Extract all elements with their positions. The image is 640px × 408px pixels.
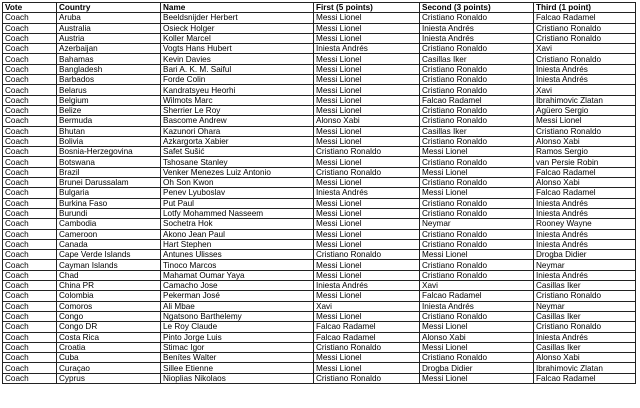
spreadsheet <box>2 2 636 384</box>
cell-second[interactable]: Cristiano Ronaldo <box>420 260 534 270</box>
table-row <box>3 167 636 177</box>
cell-first[interactable]: Messi Lionel <box>314 64 420 74</box>
cell-name[interactable]: Venker Menezes Luiz Antonio <box>161 167 314 177</box>
cell-vote[interactable]: Coach <box>3 332 57 342</box>
cell-third[interactable]: Falcao Radamel <box>534 13 636 23</box>
cell-first[interactable]: Falcao Radamel <box>314 322 420 332</box>
cell-country[interactable]: Azerbaijan <box>57 44 161 54</box>
cell-first[interactable]: Messi Lionel <box>314 23 420 33</box>
cell-second[interactable]: Cristiano Ronaldo <box>420 105 534 115</box>
cell-first[interactable]: Cristiano Ronaldo <box>314 167 420 177</box>
table-row <box>3 95 636 105</box>
cell-first[interactable]: Messi Lionel <box>314 270 420 280</box>
cell-second[interactable]: Cristiano Ronaldo <box>420 198 534 208</box>
cell-vote[interactable]: Coach <box>3 178 57 188</box>
cell-second[interactable]: Iniesta Andrés <box>420 33 534 43</box>
cell-third[interactable]: Alonso Xabi <box>534 353 636 363</box>
cell-name[interactable]: Mahamat Oumar Yaya <box>161 270 314 280</box>
cell-country[interactable]: Cameroon <box>57 229 161 239</box>
cell-vote[interactable]: Coach <box>3 157 57 167</box>
cell-second[interactable]: Cristiano Ronaldo <box>420 44 534 54</box>
cell-country[interactable]: Cambodia <box>57 219 161 229</box>
cell-name[interactable]: Antunes Ulisses <box>161 250 314 260</box>
cell-name[interactable]: Lotfy Mohammed Nasseem <box>161 208 314 218</box>
cell-name[interactable]: Stimac Igor <box>161 342 314 352</box>
cell-name[interactable]: Ngatsono Barthelemy <box>161 311 314 321</box>
cell-second[interactable]: Neymar <box>420 219 534 229</box>
cell-second[interactable]: Xavi <box>420 281 534 291</box>
header-vote[interactable]: Vote <box>3 3 57 13</box>
cell-third[interactable]: Iniesta Andrés <box>534 75 636 85</box>
cell-name[interactable]: Osieck Holger <box>161 23 314 33</box>
cell-vote[interactable]: Coach <box>3 208 57 218</box>
cell-second[interactable]: Cristiano Ronaldo <box>420 208 534 218</box>
cell-country[interactable]: Chad <box>57 270 161 280</box>
cell-vote[interactable]: Coach <box>3 95 57 105</box>
table-row <box>3 85 636 95</box>
cell-country[interactable]: Cuba <box>57 353 161 363</box>
cell-name[interactable]: Safet Sušić <box>161 147 314 157</box>
cell-first[interactable]: Cristiano Ronaldo <box>314 342 420 352</box>
cell-vote[interactable]: Coach <box>3 322 57 332</box>
table-row <box>3 188 636 198</box>
cell-country[interactable]: Cayman Islands <box>57 260 161 270</box>
cell-name[interactable]: Kevin Davies <box>161 54 314 64</box>
table-row <box>3 157 636 167</box>
cell-second[interactable]: Messi Lionel <box>420 322 534 332</box>
cell-third[interactable]: Alonso Xabi <box>534 136 636 146</box>
cell-name[interactable]: Akono Jean Paul <box>161 229 314 239</box>
cell-name[interactable]: Oh Son Kwon <box>161 178 314 188</box>
table-row <box>3 342 636 352</box>
table-row <box>3 291 636 301</box>
cell-second[interactable]: Cristiano Ronaldo <box>420 116 534 126</box>
cell-country[interactable]: Burundi <box>57 208 161 218</box>
header-first[interactable]: First (5 points) <box>314 3 420 13</box>
cell-first[interactable]: Falcao Radamel <box>314 332 420 342</box>
cell-first[interactable]: Messi Lionel <box>314 75 420 85</box>
cell-name[interactable]: Kandratsyeu Heorhi <box>161 85 314 95</box>
table-row <box>3 136 636 146</box>
cell-first[interactable]: Alonso Xabi <box>314 116 420 126</box>
cell-third[interactable]: Agüero Sergio <box>534 105 636 115</box>
cell-vote[interactable]: Coach <box>3 85 57 95</box>
cell-first[interactable]: Messi Lionel <box>314 178 420 188</box>
cell-second[interactable]: Cristiano Ronaldo <box>420 178 534 188</box>
cell-first[interactable]: Messi Lionel <box>314 363 420 373</box>
cell-first[interactable]: Cristiano Ronaldo <box>314 147 420 157</box>
cell-second[interactable]: Messi Lionel <box>420 342 534 352</box>
cell-second[interactable]: Casillas Iker <box>420 126 534 136</box>
cell-name[interactable]: Beeldsnijder Herbert <box>161 13 314 23</box>
header-third[interactable]: Third (1 point) <box>534 3 636 13</box>
cell-second[interactable]: Cristiano Ronaldo <box>420 13 534 23</box>
cell-first[interactable]: Messi Lionel <box>314 105 420 115</box>
cell-second[interactable]: Cristiano Ronaldo <box>420 85 534 95</box>
cell-vote[interactable]: Coach <box>3 311 57 321</box>
cell-third[interactable]: Iniesta Andrés <box>534 229 636 239</box>
cell-first[interactable]: Messi Lionel <box>314 353 420 363</box>
table-row <box>3 281 636 291</box>
cell-second[interactable]: Cristiano Ronaldo <box>420 229 534 239</box>
cell-vote[interactable]: Coach <box>3 136 57 146</box>
cell-name[interactable]: Vogts Hans Hubert <box>161 44 314 54</box>
cell-first[interactable]: Messi Lionel <box>314 95 420 105</box>
table-row <box>3 353 636 363</box>
cell-second[interactable]: Messi Lionel <box>420 373 534 383</box>
votes-table <box>2 2 636 384</box>
cell-second[interactable]: Messi Lionel <box>420 188 534 198</box>
cell-country[interactable]: Costa Rica <box>57 332 161 342</box>
cell-name[interactable]: Penev Lyuboslav <box>161 188 314 198</box>
cell-second[interactable]: Iniesta Andrés <box>420 301 534 311</box>
table-row <box>3 64 636 74</box>
cell-country[interactable]: Bhutan <box>57 126 161 136</box>
cell-vote[interactable]: Coach <box>3 281 57 291</box>
cell-third[interactable]: Cristiano Ronaldo <box>534 322 636 332</box>
cell-country[interactable]: Bermuda <box>57 116 161 126</box>
table-row <box>3 373 636 383</box>
cell-vote[interactable]: Coach <box>3 105 57 115</box>
cell-first[interactable]: Messi Lionel <box>314 198 420 208</box>
cell-vote[interactable]: Coach <box>3 373 57 383</box>
cell-name[interactable]: Pinto Jorge Luis <box>161 332 314 342</box>
cell-first[interactable]: Iniesta Andrés <box>314 281 420 291</box>
cell-country[interactable]: Austria <box>57 33 161 43</box>
table-row <box>3 13 636 23</box>
cell-country[interactable]: Bosnia-Herzegovina <box>57 147 161 157</box>
cell-country[interactable]: Bolivia <box>57 136 161 146</box>
table-row <box>3 44 636 54</box>
cell-country[interactable]: Aruba <box>57 13 161 23</box>
header-country[interactable]: Country <box>57 3 161 13</box>
cell-first[interactable]: Iniesta Andrés <box>314 44 420 54</box>
cell-third[interactable]: Neymar <box>534 301 636 311</box>
cell-second[interactable]: Cristiano Ronaldo <box>420 136 534 146</box>
cell-first[interactable]: Cristiano Ronaldo <box>314 373 420 383</box>
cell-third[interactable]: Falcao Radamel <box>534 373 636 383</box>
cell-country[interactable]: Congo <box>57 311 161 321</box>
cell-third[interactable]: Cristiano Ronaldo <box>534 126 636 136</box>
cell-country[interactable]: Belgium <box>57 95 161 105</box>
cell-first[interactable]: Messi Lionel <box>314 126 420 136</box>
cell-vote[interactable]: Coach <box>3 363 57 373</box>
cell-vote[interactable]: Coach <box>3 219 57 229</box>
cell-country[interactable]: Congo DR <box>57 322 161 332</box>
cell-third[interactable]: Casillas Iker <box>534 342 636 352</box>
table-row <box>3 147 636 157</box>
cell-third[interactable]: Iniesta Andrés <box>534 208 636 218</box>
cell-country[interactable]: Croatia <box>57 342 161 352</box>
cell-name[interactable]: Koller Marcel <box>161 33 314 43</box>
cell-country[interactable]: Australia <box>57 23 161 33</box>
cell-name[interactable]: Le Roy Claude <box>161 322 314 332</box>
cell-third[interactable]: Cristiano Ronaldo <box>534 54 636 64</box>
cell-second[interactable]: Cristiano Ronaldo <box>420 353 534 363</box>
table-row <box>3 322 636 332</box>
cell-first[interactable]: Messi Lionel <box>314 157 420 167</box>
cell-third[interactable]: Alonso Xabi <box>534 178 636 188</box>
cell-vote[interactable]: Coach <box>3 75 57 85</box>
cell-country[interactable]: Canada <box>57 239 161 249</box>
table-row <box>3 250 636 260</box>
cell-vote[interactable]: Coach <box>3 270 57 280</box>
cell-vote[interactable]: Coach <box>3 229 57 239</box>
table-row <box>3 270 636 280</box>
table-row <box>3 219 636 229</box>
cell-third[interactable]: Iniesta Andrés <box>534 270 636 280</box>
cell-first[interactable]: Messi Lionel <box>314 85 420 95</box>
cell-second[interactable]: Cristiano Ronaldo <box>420 270 534 280</box>
cell-name[interactable]: Sochetra Hok <box>161 219 314 229</box>
cell-second[interactable]: Alonso Xabi <box>420 332 534 342</box>
table-row <box>3 75 636 85</box>
cell-third[interactable]: Cristiano Ronaldo <box>534 291 636 301</box>
cell-third[interactable]: Iniesta Andrés <box>534 332 636 342</box>
cell-second[interactable]: Messi Lionel <box>420 167 534 177</box>
cell-country[interactable]: Cape Verde Islands <box>57 250 161 260</box>
cell-name[interactable]: Hart Stephen <box>161 239 314 249</box>
cell-vote[interactable]: Coach <box>3 147 57 157</box>
cell-vote[interactable]: Coach <box>3 239 57 249</box>
cell-third[interactable]: Cristiano Ronaldo <box>534 33 636 43</box>
cell-vote[interactable]: Coach <box>3 353 57 363</box>
cell-vote[interactable]: Coach <box>3 301 57 311</box>
cell-vote[interactable]: Coach <box>3 250 57 260</box>
cell-name[interactable]: Bascome Andrew <box>161 116 314 126</box>
cell-second[interactable]: Casillas Iker <box>420 54 534 64</box>
cell-vote[interactable]: Coach <box>3 342 57 352</box>
header-row <box>3 3 636 13</box>
cell-country[interactable]: Brazil <box>57 167 161 177</box>
cell-vote[interactable]: Coach <box>3 116 57 126</box>
cell-vote[interactable]: Coach <box>3 23 57 33</box>
table-row <box>3 116 636 126</box>
cell-name[interactable]: Azkargorta Xabier <box>161 136 314 146</box>
cell-first[interactable]: Iniesta Andrés <box>314 188 420 198</box>
cell-vote[interactable]: Coach <box>3 33 57 43</box>
cell-country[interactable]: Bangladesh <box>57 64 161 74</box>
cell-third[interactable]: Messi Lionel <box>534 116 636 126</box>
cell-country[interactable]: Comoros <box>57 301 161 311</box>
cell-third[interactable]: Neymar <box>534 260 636 270</box>
table-row <box>3 105 636 115</box>
cell-third[interactable]: Falcao Radamel <box>534 188 636 198</box>
cell-name[interactable]: Sillee Etienne <box>161 363 314 373</box>
table-row <box>3 332 636 342</box>
cell-third[interactable]: Ibrahimovic Zlatan <box>534 95 636 105</box>
cell-first[interactable]: Messi Lionel <box>314 219 420 229</box>
cell-third[interactable]: Drogba Didier <box>534 250 636 260</box>
table-row <box>3 260 636 270</box>
table-row <box>3 54 636 64</box>
cell-second[interactable]: Falcao Radamel <box>420 95 534 105</box>
cell-third[interactable]: Xavi <box>534 44 636 54</box>
table-row <box>3 301 636 311</box>
cell-name[interactable]: Forde Colin <box>161 75 314 85</box>
cell-first[interactable]: Messi Lionel <box>314 311 420 321</box>
cell-country[interactable]: Bulgaria <box>57 188 161 198</box>
cell-second[interactable]: Cristiano Ronaldo <box>420 64 534 74</box>
table-row <box>3 239 636 249</box>
cell-name[interactable]: Kazunori Ohara <box>161 126 314 136</box>
cell-first[interactable]: Messi Lionel <box>314 208 420 218</box>
cell-country[interactable]: Belize <box>57 105 161 115</box>
cell-country[interactable]: Cyprus <box>57 373 161 383</box>
cell-name[interactable]: Benítes Walter <box>161 353 314 363</box>
table-row <box>3 178 636 188</box>
table-row <box>3 229 636 239</box>
cell-third[interactable]: Casillas Iker <box>534 311 636 321</box>
cell-third[interactable]: Falcao Radamel <box>534 167 636 177</box>
cell-vote[interactable]: Coach <box>3 291 57 301</box>
cell-name[interactable]: Sherrier Le Roy <box>161 105 314 115</box>
cell-third[interactable]: Iniesta Andrés <box>534 64 636 74</box>
cell-vote[interactable]: Coach <box>3 64 57 74</box>
cell-second[interactable]: Cristiano Ronaldo <box>420 239 534 249</box>
table-row <box>3 363 636 373</box>
table-row <box>3 208 636 218</box>
cell-first[interactable]: Messi Lionel <box>314 13 420 23</box>
cell-vote[interactable]: Coach <box>3 260 57 270</box>
cell-vote[interactable]: Coach <box>3 167 57 177</box>
cell-second[interactable]: Cristiano Ronaldo <box>420 157 534 167</box>
cell-first[interactable]: Messi Lionel <box>314 291 420 301</box>
cell-third[interactable]: Iniesta Andrés <box>534 239 636 249</box>
cell-third[interactable]: Casillas Iker <box>534 281 636 291</box>
cell-third[interactable]: van Persie Robin <box>534 157 636 167</box>
cell-country[interactable]: Curaçao <box>57 363 161 373</box>
header-name[interactable]: Name <box>161 3 314 13</box>
cell-name[interactable]: Tinoco Marcos <box>161 260 314 270</box>
cell-third[interactable]: Rooney Wayne <box>534 219 636 229</box>
cell-second[interactable]: Falcao Radamel <box>420 291 534 301</box>
cell-vote[interactable]: Coach <box>3 54 57 64</box>
cell-name[interactable]: Camacho Jose <box>161 281 314 291</box>
cell-third[interactable]: Xavi <box>534 85 636 95</box>
cell-country[interactable]: Barbados <box>57 75 161 85</box>
cell-country[interactable]: Belarus <box>57 85 161 95</box>
cell-country[interactable]: Bahamas <box>57 54 161 64</box>
cell-vote[interactable]: Coach <box>3 198 57 208</box>
cell-name[interactable]: Pekerman José <box>161 291 314 301</box>
cell-name[interactable]: Ali Mbae <box>161 301 314 311</box>
cell-third[interactable]: Ramos Sergio <box>534 147 636 157</box>
cell-first[interactable]: Messi Lionel <box>314 260 420 270</box>
table-row <box>3 126 636 136</box>
cell-country[interactable]: Botswana <box>57 157 161 167</box>
cell-second[interactable]: Cristiano Ronaldo <box>420 75 534 85</box>
cell-name[interactable]: Tshosane Stanley <box>161 157 314 167</box>
cell-second[interactable]: Messi Lionel <box>420 250 534 260</box>
cell-vote[interactable]: Coach <box>3 44 57 54</box>
cell-vote[interactable]: Coach <box>3 188 57 198</box>
cell-vote[interactable]: Coach <box>3 126 57 136</box>
cell-name[interactable]: Put Paul <box>161 198 314 208</box>
cell-country[interactable]: Colombia <box>57 291 161 301</box>
cell-second[interactable]: Drogba Didier <box>420 363 534 373</box>
table-row <box>3 33 636 43</box>
cell-name[interactable]: Wilmots Marc <box>161 95 314 105</box>
cell-country[interactable]: China PR <box>57 281 161 291</box>
cell-third[interactable]: Ibrahimovic Zlatan <box>534 363 636 373</box>
table-row <box>3 198 636 208</box>
cell-name[interactable]: Bari A. K. M. Saiful <box>161 64 314 74</box>
cell-third[interactable]: Cristiano Ronaldo <box>534 23 636 33</box>
header-second[interactable]: Second (3 points) <box>420 3 534 13</box>
cell-first[interactable]: Messi Lionel <box>314 229 420 239</box>
cell-second[interactable]: Cristiano Ronaldo <box>420 311 534 321</box>
cell-first[interactable]: Cristiano Ronaldo <box>314 250 420 260</box>
cell-first[interactable]: Messi Lionel <box>314 136 420 146</box>
table-row <box>3 23 636 33</box>
cell-first[interactable]: Xavi <box>314 301 420 311</box>
cell-first[interactable]: Messi Lionel <box>314 33 420 43</box>
cell-second[interactable]: Iniesta Andrés <box>420 23 534 33</box>
table-row <box>3 311 636 321</box>
cell-first[interactable]: Messi Lionel <box>314 239 420 249</box>
cell-third[interactable]: Iniesta Andrés <box>534 198 636 208</box>
cell-first[interactable]: Messi Lionel <box>314 54 420 64</box>
table-body <box>3 13 636 384</box>
cell-country[interactable]: Burkina Faso <box>57 198 161 208</box>
cell-vote[interactable]: Coach <box>3 13 57 23</box>
cell-name[interactable]: Nioplias Nikolaos <box>161 373 314 383</box>
cell-second[interactable]: Messi Lionel <box>420 147 534 157</box>
cell-country[interactable]: Brunei Darussalam <box>57 178 161 188</box>
